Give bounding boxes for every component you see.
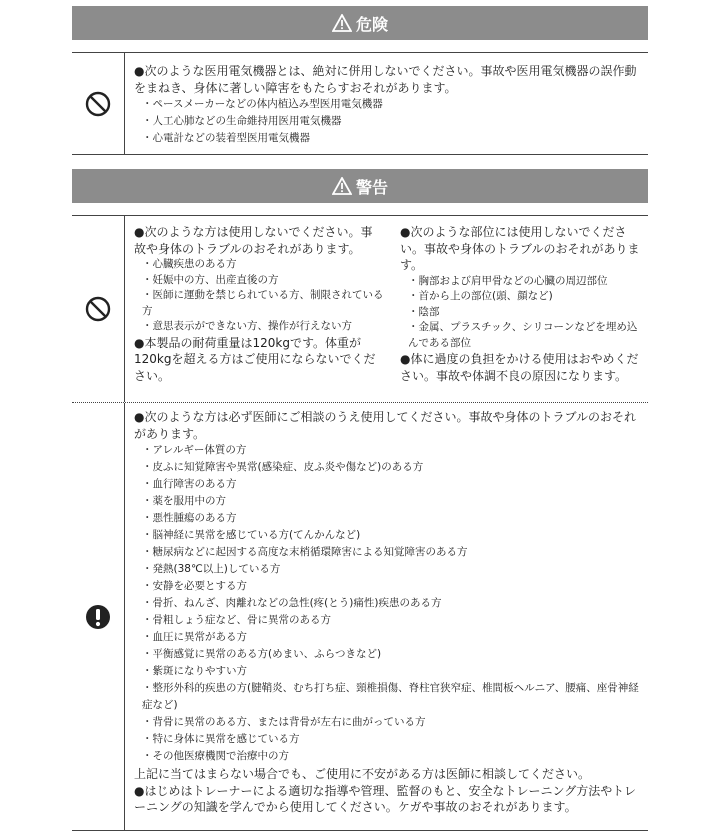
consult-item: ・アレルギー体質の方	[142, 444, 247, 456]
warning-right-item: ・胸部および肩甲骨などの心臓の周辺部位	[408, 274, 608, 287]
danger-banner	[72, 6, 648, 40]
divider	[72, 830, 648, 831]
warning-prohibited-section	[72, 216, 648, 402]
warning-icon-column	[72, 216, 125, 402]
warning-left-item: ・妊娠中の方、出産直後の方	[142, 273, 279, 286]
warning-right-item: ・金属、プラスチック、シリコーンなどを埋め込んである部位	[408, 321, 638, 349]
danger-section	[72, 53, 648, 154]
consult-item: ・整形外科的疾患の方(腱鞘炎、むち打ち症、頸椎損傷、脊柱官狭窄症、椎間板ヘルニア、腰痛、座骨神経症など)	[142, 682, 639, 711]
consult-item: ・骨折、ねんざ、肉離れなどの急性(疼(とう)痛性)疾患のある方	[142, 597, 442, 609]
consult-item: ・特に身体に異常を感じている方	[142, 733, 300, 745]
divider	[72, 154, 648, 155]
warning-left-bullet: ●本製品の耐荷重量は120kgです。体重が120kgを超える方はご使用にならないでください。	[134, 335, 376, 383]
consult-item: ・悪性腫瘍のある方	[142, 512, 237, 524]
consult-item: ・薬を服用中の方	[142, 495, 226, 507]
warning-consult-section	[72, 403, 648, 830]
consult-item: ・その他医療機関で治療中の方	[142, 750, 289, 762]
warning-left-item: ・医師に運動を禁じられている方、制限されている方	[142, 289, 384, 317]
danger-item: ・人工心肺などの生命維持用医用電気機器	[142, 115, 342, 127]
consult-icon-column	[72, 403, 125, 830]
danger-item: ・ペースメーカーなどの体内植込み型医用電気機器	[142, 98, 383, 110]
consult-item: ・骨粗しょう症など、骨に異常のある方	[142, 614, 331, 626]
consult-item: ・血行障害のある方	[142, 478, 237, 490]
danger-item: ・心電計などの装着型医用電気機器	[142, 132, 310, 144]
warning-left-item: ・意思表示ができない方、操作が行えない方	[142, 320, 352, 332]
consult-item: ・脳神経に異常を感じている方(てんかんなど)	[142, 529, 361, 541]
consult-bullet: ●はじめはトレーナーによる適切な指導や管理、監督のもと、安全なトレーニング方法やトレーニングの知識を学んでから使用してください。ケガや事故のおそれがあります。	[134, 783, 636, 814]
warning-banner	[72, 169, 648, 203]
warning-right-item: ・陰部	[408, 305, 440, 318]
consult-item: ・皮ふに知覚障害や異常(感染症、皮ふ炎や傷など)のある方	[142, 461, 424, 473]
danger-title: 危険	[355, 14, 388, 34]
consult-item: ・安静を必要とする方	[142, 580, 247, 592]
warning-left-item: ・心臓疾患のある方	[142, 258, 237, 270]
consult-item: ・平衡感覚に異常のある方(めまい、ふらつきなど)	[142, 648, 382, 660]
warning-right-bullet: ●次のような部位には使用しないでください。事故や身体のトラブルのおそれがあります。	[400, 225, 640, 272]
consult-item: ・紫斑になりやすい方	[142, 665, 247, 677]
consult-bullet: ●次のような方は必ず医師にご相談のうえ使用してください。事故や身体のトラブルのおそれがあります。	[134, 410, 636, 441]
warning-left-bullet: ●次のような方は使用しないでください。事故や身体のトラブルのおそれがあります。	[134, 225, 373, 256]
warning-left-column	[134, 224, 384, 384]
warning-right-column	[400, 224, 644, 384]
warning-title: 警告	[355, 177, 388, 197]
consult-item: ・発熱(38℃以上)している方	[142, 563, 281, 575]
consult-item: ・血圧に異常がある方	[142, 631, 247, 643]
consult-note: 上記に当てはまらない場合でも、ご使用に不安がある方は医師に相談してください。	[134, 767, 591, 781]
warning-triangle-icon	[332, 177, 352, 195]
prohibition-icon	[84, 295, 112, 323]
warning-triangle-icon	[332, 14, 352, 32]
consult-item: ・背骨に異常のある方、または背骨が左右に曲がっている方	[142, 716, 426, 728]
consult-item: ・糖尿病などに起因する高度な末梢循環障害による知覚障害のある方	[142, 546, 468, 558]
danger-icon-column	[72, 53, 125, 154]
danger-bullet: ●次のような医用電気機器とは、絶対に併用しないでください。事故や医用電気機器の誤作動をまねき、身体に著しい障害をもたらすおそれがあります。	[134, 64, 637, 95]
warning-right-item: ・首から上の部位(頭、顔など)	[408, 290, 553, 302]
warning-right-bullet: ●体に過度の負担をかける使用はおやめください。事故や体調不良の原因になります。	[400, 352, 639, 383]
mandatory-exclamation-icon	[84, 603, 112, 631]
prohibition-icon	[84, 90, 112, 118]
